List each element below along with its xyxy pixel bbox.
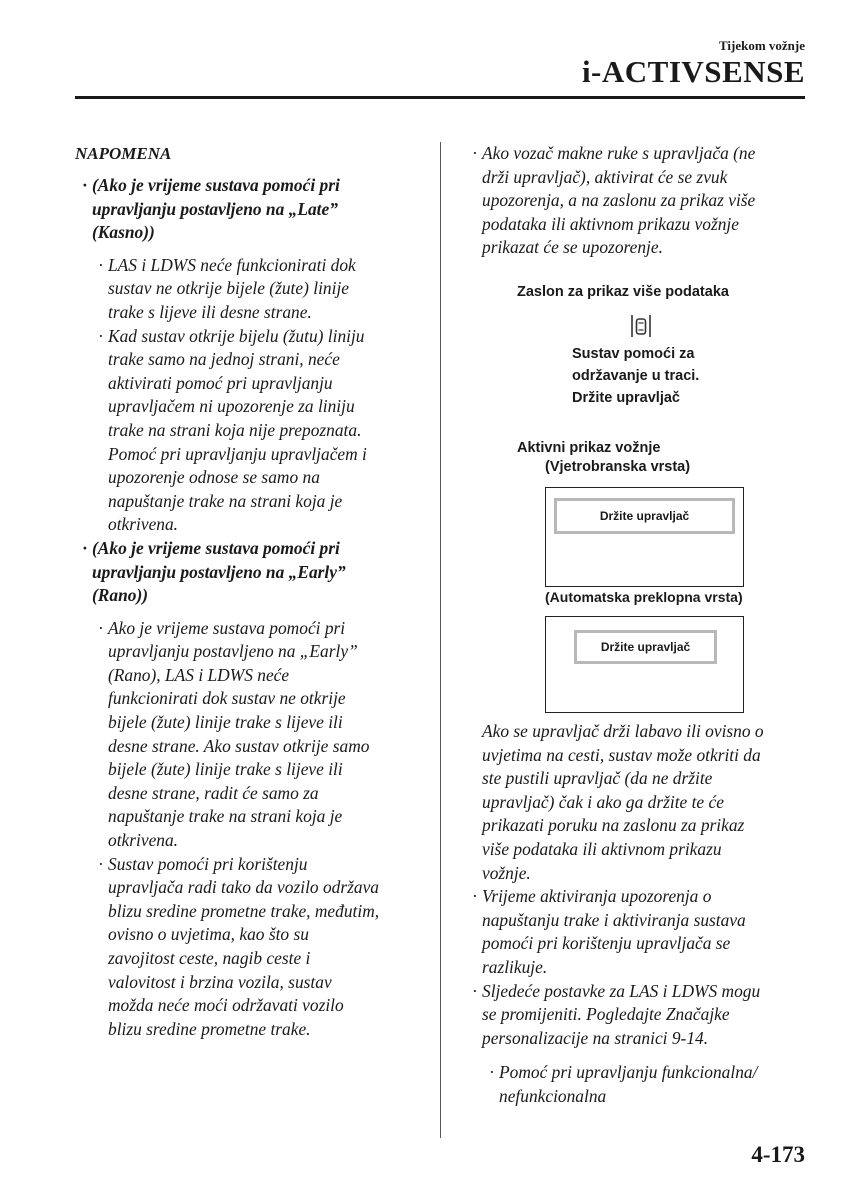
multi-display-message [572, 343, 699, 409]
bullet-dot: · [98, 254, 104, 275]
late-bullet-1 [98, 254, 425, 325]
text-line: LAS i LDWS neće funkcionirati dok [108, 254, 356, 275]
windshield-type-label: (Vjetrobranska vrsta) [545, 459, 691, 475]
left-column [75, 142, 425, 1041]
text-line: blizu sredine prometne trake. [108, 1018, 311, 1039]
text-line: personalizacije na stranici 9-14. [482, 1027, 709, 1048]
steering-assist-sub-bullet [489, 1061, 812, 1108]
page-number: 4-173 [751, 1142, 805, 1167]
text-line: ste pustili upravljač (da ne držite [482, 768, 713, 789]
text-line: Ako vozač makne ruke s upravljača (ne [482, 143, 756, 163]
message-line: Sustav pomoći za [572, 346, 695, 362]
text-line: upozorenje odnose se samo na [108, 467, 320, 488]
lane-keep-icon [629, 313, 653, 339]
text-line: napuštanje trake na strani koja je [108, 490, 343, 511]
text-line: trake samo na jednoj strani, neće [108, 349, 340, 370]
auto-screen [545, 616, 744, 713]
text-line: trake s lijeve ili desne strane. [108, 301, 312, 322]
text-line: aktivirati pomoć pri upravljanju [108, 372, 333, 393]
text-line: uvjetima na cesti, sustav može otkriti da [482, 744, 761, 765]
message-line: Držite upravljač [572, 390, 680, 406]
text-line: upravljač) čak i ako ga držite te će [482, 791, 724, 812]
early-bullet-1 [98, 617, 425, 853]
column-divider [440, 142, 441, 1138]
text-line: više podataka ili aktivnom prikazu [482, 838, 722, 859]
text-line: ovisno o uvjetima, kao što su [108, 924, 309, 945]
timing-bullet [472, 885, 812, 979]
bullet-dot: · [472, 980, 478, 1001]
text-line: upravljačem ni upozorenje za liniju [108, 396, 355, 417]
text-line: blizu sredine prometne trake, međutim, [108, 900, 380, 921]
late-heading [82, 174, 425, 245]
text-line: upravljanju postavljeno na „Early” [108, 641, 358, 662]
right-top-bullet [472, 142, 812, 260]
auto-type-label: (Automatska preklopna vrsta) [545, 589, 743, 605]
text-line: Ako se upravljač drži labavo ili ovisno o [482, 721, 764, 741]
text-line: Ako je vrijeme sustava pomoći pri [108, 617, 346, 638]
text-line: (Rano), LAS i LDWS neće [108, 664, 290, 685]
windshield-screen [545, 487, 744, 587]
note-title: NAPOMENA [75, 144, 172, 163]
text-line: podataka ili aktivnom prikazu vožnje [482, 213, 739, 234]
text-line: se promijeniti. Pogledajte Značajke [482, 1004, 730, 1025]
bullet-dot: · [82, 537, 88, 558]
text-line: upravljača radi tako da vozilo održava [108, 877, 379, 898]
text-line: napuštanje trake na strani koja je [108, 806, 343, 827]
windshield-message: Držite upravljač [554, 498, 735, 534]
text-line: bijele (žute) linije trake s lijeve ili [108, 759, 343, 780]
late-bullet-2 [98, 325, 425, 537]
text-line: pomoći pri korištenju upravljača se [482, 933, 731, 954]
text-line: trake na strani koja nije prepoznata. [108, 419, 362, 440]
text-line: Sustav pomoći pri korištenju [108, 853, 308, 874]
text-line: napuštanju trake i aktiviranja sustava [482, 909, 746, 930]
text-line: možda neće moći održavati vozilo [108, 995, 344, 1016]
bullet-dot: · [98, 617, 104, 638]
bullet-dot: · [98, 325, 104, 346]
text-line: razlikuje. [482, 956, 548, 977]
bullet-dot: · [472, 143, 478, 163]
active-display-title: Aktivni prikaz vožnje [517, 440, 661, 456]
text-line: upravljanju postavljeno na „Late” [92, 198, 338, 219]
page-title: i-ACTIVSENSE [581, 54, 805, 89]
text-line: Pomoć pri upravljanju upravljačem i [108, 443, 367, 464]
explanation-paragraph [482, 720, 812, 885]
text-line: funkcionirati dok sustav ne otkrije [108, 688, 346, 709]
bullet-dot: · [98, 853, 104, 874]
auto-message: Držite upravljač [574, 630, 717, 664]
text-line: drži upravljač), aktivirat će se zvuk [482, 166, 728, 187]
text-line: upravljanju postavljeno na „Early” [92, 561, 346, 582]
text-line: valovitost i brzina vozila, sustav [108, 971, 332, 992]
text-line: bijele (žute) linije trake s lijeve ili [108, 712, 343, 733]
text-line: (Rano)) [92, 585, 149, 606]
section-label: Tijekom vožnje [718, 38, 805, 53]
text-line: Pomoć pri upravljanju funkcionalna/ [499, 1062, 758, 1083]
text-line: desne strane. Ako sustav otkrije samo [108, 735, 370, 756]
early-heading [82, 537, 425, 608]
bullet-dot: · [472, 886, 478, 907]
text-line: otkrivena. [108, 514, 179, 535]
bullet-dot: · [82, 175, 88, 195]
bullet-dot: · [489, 1062, 495, 1083]
message-line: održavanje u traci. [572, 368, 700, 384]
text-line: Sljedeće postavke za LAS i LDWS mogu [482, 980, 761, 1001]
right-body [472, 720, 812, 1109]
multi-display-title: Zaslon za prikaz više podataka [517, 284, 729, 300]
text-line: sustav ne otkrije bijele (žute) linije [108, 278, 349, 299]
text-line: (Ako je vrijeme sustava pomoći pri [92, 175, 340, 195]
settings-bullet [472, 980, 812, 1051]
header-rule [75, 96, 805, 99]
text-line: zavojitost ceste, nagib ceste i [108, 948, 311, 968]
text-line: otkrivena. [108, 830, 179, 851]
text-line: desne strane, radit će samo za [108, 782, 319, 803]
text-line: prikazat će se upozorenje. [482, 237, 663, 258]
text-line: (Ako je vrijeme sustava pomoći pri [92, 537, 340, 558]
text-line: (Kasno)) [92, 222, 155, 243]
text-line: Kad sustav otkrije bijelu (žutu) liniju [108, 325, 365, 346]
text-line: nefunkcionalna [499, 1085, 607, 1106]
text-line: upozorenja, a na zaslonu za prikaz više [482, 190, 756, 211]
text-line: Vrijeme aktiviranja upozorenja o [482, 886, 712, 907]
text-line: prikazati poruku na zaslonu za prikaz [482, 815, 745, 836]
text-line: vožnje. [482, 862, 531, 883]
early-bullet-2 [98, 853, 425, 1042]
